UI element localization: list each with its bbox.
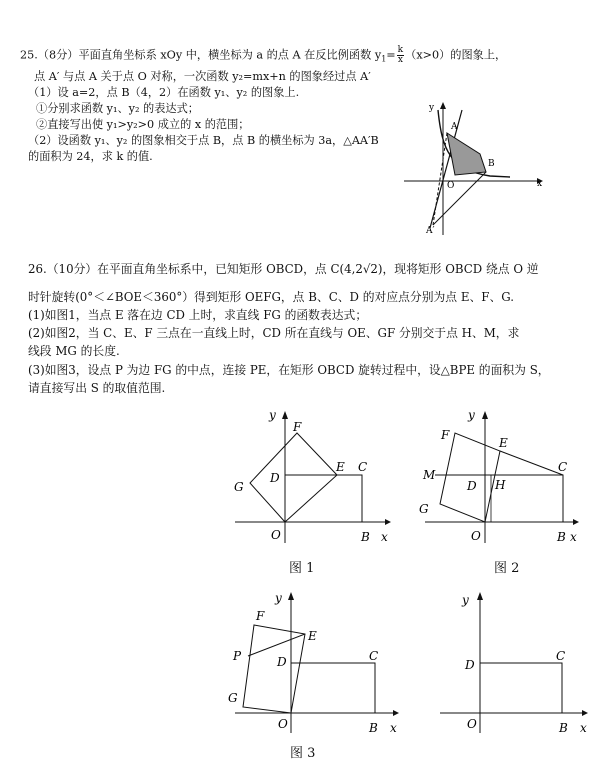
figure-3 (225, 588, 405, 738)
p25-line7: 的面积为 24，求 k 的值. (28, 150, 153, 163)
p26-line1-tail: ，现将矩形 OBCD 绕点 O 逆 (382, 262, 539, 276)
p26-line1-text: 26.（10分）在平面直角坐标系中，已知矩形 OBCD，点 C (28, 262, 340, 276)
fig4-label-C: C (556, 649, 566, 663)
fig2-label-F: F (441, 428, 450, 442)
fig1-label-B: B (361, 530, 370, 544)
fig2-label-O: O (471, 529, 481, 543)
fig2-label-H: H (495, 478, 506, 492)
fig3-label-y: y (275, 591, 282, 605)
fig2-caption: 图 2 (494, 561, 520, 576)
fig3-label-P: P (233, 649, 242, 663)
fig2-label-E: E (499, 436, 508, 450)
fig1-rectangle-OBCD (285, 475, 362, 522)
fig3-rectangle-OEFG (243, 625, 305, 713)
p25-line6: （2）设函数 y₁、y₂ 的图象相交于点 B，点 B 的横坐标为 3a，△AA′B (28, 134, 379, 147)
p25-label-A-prime: A′ (426, 226, 435, 236)
p25-line1-text: 25.（8分）平面直角坐标系 xOy 中，横坐标为 a 的点 A 在反比例函数 y (20, 48, 382, 62)
fig3-label-O: O (278, 717, 288, 731)
figure-1 (225, 405, 395, 555)
p25-fraction (397, 46, 404, 65)
fig3-label-C: C (369, 649, 379, 663)
p25-line4: ①分别求函数 y₁、y₂ 的表达式； (36, 102, 199, 115)
p26-line7: 请直接写出 S 的取值范围. (28, 381, 166, 395)
fig2-line-EC (500, 451, 563, 475)
frac-denominator: x (397, 55, 403, 65)
fig4-label-y: y (462, 593, 469, 607)
fig4-label-x: x (580, 721, 587, 735)
fig1-label-C: C (358, 460, 368, 474)
p26-line6: (3)如图3，设点 P 为边 FG 的中点，连接 PE，在矩形 OBCD 旋转过程中，设△BPE 的面积为 S， (28, 363, 550, 377)
p26-line1 (28, 262, 539, 276)
fig4-label-O: O (467, 717, 477, 731)
fig4-label-B: B (559, 721, 568, 735)
fig3-label-G: G (228, 691, 238, 705)
fig2-label-B: B (557, 530, 566, 544)
fig2-label-G: G (419, 502, 429, 516)
fig3-caption: 图 3 (290, 746, 316, 761)
fig1-label-G: G (234, 480, 244, 494)
fig1-label-y: y (269, 408, 276, 422)
fig2-label-y: y (468, 408, 475, 422)
p25-line5: ②直接写出使 y₁>y₂>0 成立的 x 的范围； (36, 118, 250, 131)
fig2-label-x: x (570, 530, 577, 544)
figure-4 (430, 588, 595, 738)
fig1-label-D: D (270, 471, 280, 485)
p25-line3: （1）设 a=2，点 B（4，2）在函数 y₁、y₂ 的图象上. (28, 86, 300, 99)
p26-line3: (1)如图1，当点 E 落在边 CD 上时，求直线 FG 的函数表达式； (28, 308, 368, 322)
p25-label-B: B (488, 159, 495, 169)
fig1-label-F: F (293, 420, 302, 434)
p25-figure (400, 100, 550, 250)
fig3-label-x: x (390, 721, 397, 735)
fig2-label-C: C (558, 460, 568, 474)
frac-numerator: k (397, 45, 404, 55)
p26-point-C: (4,2√2) (339, 262, 383, 276)
p25-line1-tail: （x>0）的图象上， (405, 48, 507, 62)
p25-y-sub: 1 (381, 54, 387, 64)
fig1-caption: 图 1 (289, 561, 315, 576)
p25-line1 (20, 46, 506, 67)
fig3-label-E: E (308, 629, 317, 643)
fig4-rectangle-OBCD (480, 663, 562, 713)
fig1-label-E: E (336, 460, 345, 474)
p25-label-y: y (429, 103, 435, 113)
p25-line2: 点 A′ 与点 A 关于点 O 对称，一次函数 y₂=mx+n 的图象经过点 A′ (34, 70, 371, 83)
p26-line2: 时针旋转(0°＜∠BOE＜360°）得到矩形 OEFG，点 B、C、D 的对应点分别为点 E、F、G. (28, 290, 514, 304)
p25-label-A: A (451, 122, 458, 132)
figure-2 (415, 405, 585, 555)
p25-label-x: x (537, 179, 543, 189)
p26-line4: (2)如图2，当 C、E、F 三点在一直线上时，CD 所在直线与 OE、GF 分别交于点 H、M，求 (28, 326, 520, 340)
fig3-label-D: D (277, 655, 287, 669)
fig1-label-x: x (381, 530, 388, 544)
fig2-label-D: D (467, 479, 477, 493)
fig1-label-O: O (271, 528, 281, 542)
fig1-rectangle-OEFG (250, 433, 337, 522)
fig3-line-PE (248, 634, 305, 656)
fig4-label-D: D (465, 658, 475, 672)
p25-ab-line (433, 172, 486, 225)
p25-eq: = (386, 48, 396, 62)
p25-shaded-triangle (447, 133, 486, 175)
fig3-label-B: B (369, 721, 378, 735)
fig3-rectangle-OBCD (291, 663, 375, 713)
p26-line5: 线段 MG 的长度. (28, 344, 120, 358)
p25-label-O: O (447, 181, 455, 191)
fig3-label-F: F (256, 609, 265, 623)
fig2-label-M: M (423, 468, 436, 482)
